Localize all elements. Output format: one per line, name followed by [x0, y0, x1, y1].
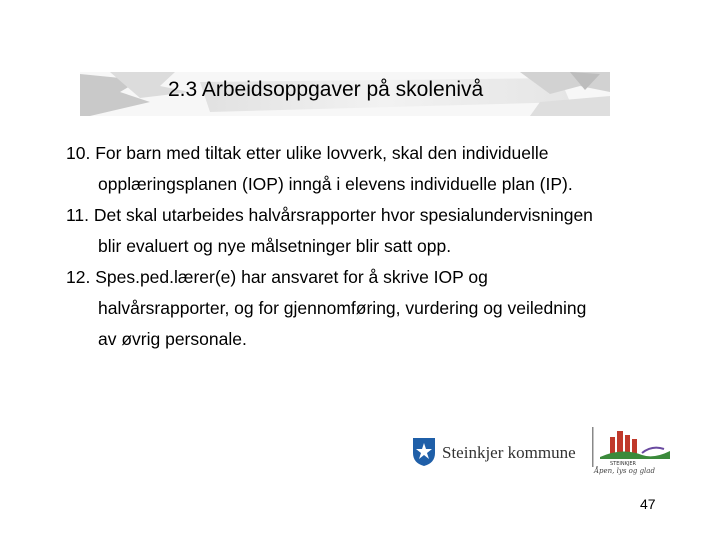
municipality-name: Steinkjer kommune	[442, 443, 576, 462]
steinkjer-town-logo	[592, 423, 672, 481]
list-item	[66, 138, 686, 200]
list-item-line: halvårsrapporter, og for gjennomføring, vurdering og veiledning	[98, 298, 587, 318]
list-item-line: 12. Spes.ped.lærer(e) har ansvaret for å skrive IOP og	[66, 267, 488, 287]
page-number: 47	[640, 496, 656, 512]
list-item	[66, 262, 686, 355]
steinkjer-kommune-logo	[412, 437, 582, 469]
list-item-line: 10. For barn med tiltak etter ulike lovverk, skal den individuelle	[66, 143, 549, 163]
list-item-line: av øvrig personale.	[98, 329, 247, 349]
list-item-line: opplæringsplanen (IOP) inngå i elevens individuelle plan (IP).	[98, 174, 573, 194]
slide-title: 2.3 Arbeidsoppgaver på skolenivå	[168, 78, 484, 101]
town-skyline-logo-icon	[592, 423, 672, 467]
town-slogan: Åpen, lys og glad	[594, 467, 655, 475]
numbered-list	[66, 138, 686, 355]
list-item-line: 11. Det skal utarbeides halvårsrapporter hvor spesialundervisningen	[66, 205, 593, 225]
list-item	[66, 200, 686, 262]
town-name: STEINKJER	[610, 461, 636, 467]
list-item-line: blir evaluert og nye målsetninger blir satt opp.	[98, 236, 452, 256]
coat-of-arms-icon	[412, 437, 436, 467]
